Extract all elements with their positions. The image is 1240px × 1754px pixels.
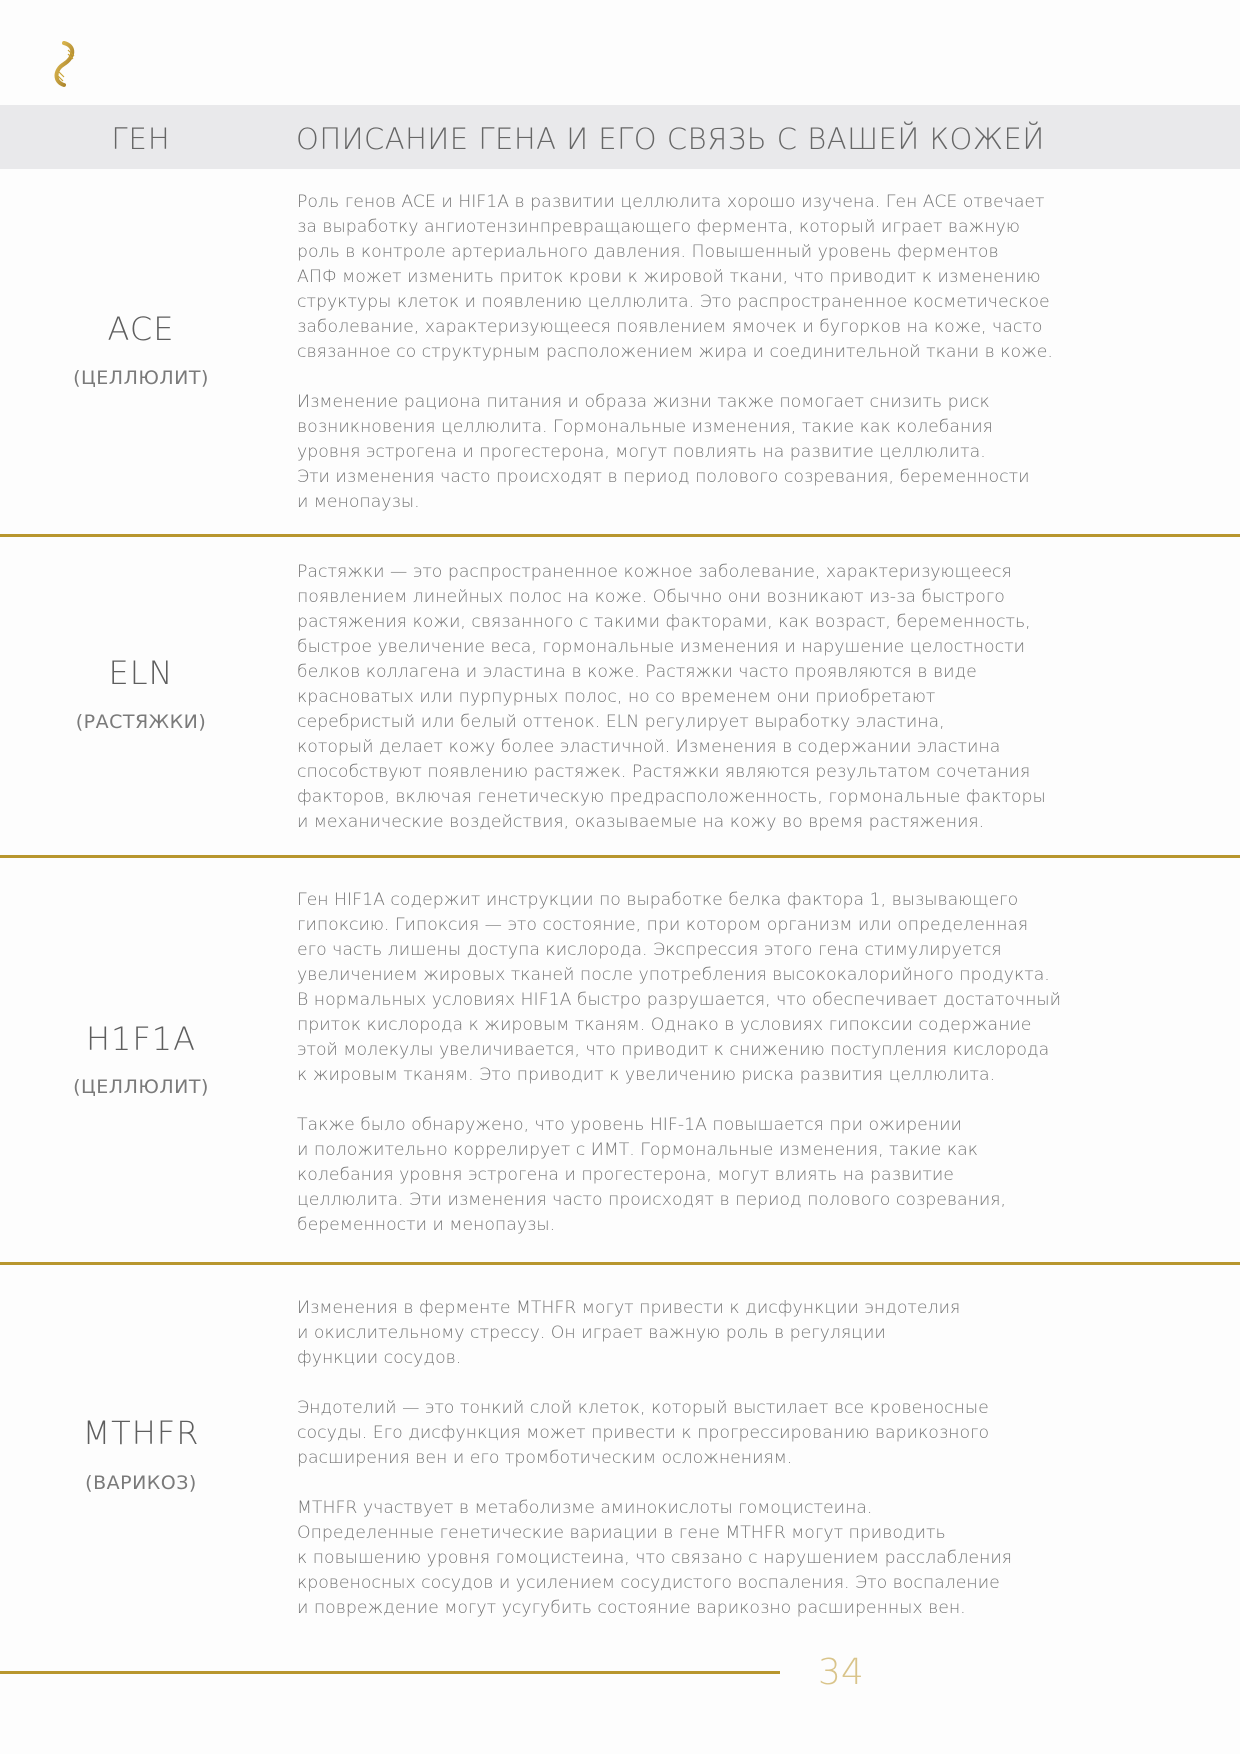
gene-description: Изменения в ферменте MTHFR могут привести к дисфункции эндотелия и окислительному стрессу. Он играет важную роль в регуляции функции сосудов. [297,1298,961,1368]
row-divider [0,855,1240,858]
gene-name: ELN [108,654,174,692]
gene-label: (ЦЕЛЛЮЛИТ) [73,1076,209,1098]
gene-description: Растяжки — это распространенное кожное заболевание, характеризующееся появлением линейных полос на коже. Обычно они возникают из-за быстрого растяжения кожи, связанного с такими факторами, как возраст, беременность, быстрое увеличение веса, гормональные изменения и нарушение целостности белков коллагена и эластина в коже. Растяжки часто проявляются в виде красноватых или пурпурных полос, но со временем они приобретают серебристый или белый оттенок. ELN регулирует выработку эластина, который делает кожу более эластичной. Изменения в содержании эластина способствуют появлению растяжек. Растяжки являются результатом сочетания факторов, включая генетическую предрасположенность, гормональные факторы и механические воздействия, оказываемые на кожу во время растяжения. [297,562,1046,832]
gene-name: H1F1A [85,1020,197,1058]
gene-description: Изменение рациона питания и образа жизни также помогает снизить риск возникновения целлюлита. Гормональные изменения, такие как колебания уровня эстрогена и прогестерона, могут повлиять на развитие целлюлита. Эти изменения часто происходят в период полового созревания, беременности и менопаузы. [297,392,1030,512]
gene-description: MTHFR участвует в метаболизме аминокислоты гомоцистеина. Определенные генетические вариации в гене MTHFR могут приводить к повышению уровня гомоцистеина, что связано с нарушением расслабления кровеносных сосудов и усилением сосудистого воспаления. Это воспаление и повреждение могут усугубить состояние варикозно расширенных вен. [297,1498,1012,1618]
row-divider [0,534,1240,537]
gene-label: (РАСТЯЖКИ) [75,711,207,733]
row-divider [0,1262,1240,1265]
footer-divider [0,1671,780,1674]
column-header-gene: ГЕН [111,122,171,156]
gene-description: Роль генов ACE и HIF1A в развитии целлюлита хорошо изучена. Ген ACE отвечает за выработку ангиотензинпревращающего фермента, который играет важную роль в контроле артериального давления. Повышенный уровень ферментов АПФ может изменить приток крови к жировой ткани, что приводит к изменению структуры клеток и появлению целлюлита. Это распространенное косметическое заболевание, характеризующееся появлением ямочек и бугорков на коже, часто связанное со структурным расположением жира и соединительной ткани в коже. [297,192,1053,362]
page-number: 34 [818,1652,864,1693]
column-header-description: ОПИСАНИЕ ГЕНА И ЕГО СВЯЗЬ С ВАШЕЙ КОЖЕЙ [296,122,1045,156]
gene-description: Эндотелий — это тонкий слой клеток, который выстилает все кровеносные сосуды. Его дисфункция может привести к прогрессированию варикозного расширения вен и его тромботическим осложнениям. [297,1398,990,1468]
gene-label: (ВАРИКОЗ) [85,1472,197,1494]
gene-name: MTHFR [82,1414,200,1452]
gene-label: (ЦЕЛЛЮЛИТ) [73,367,209,389]
gene-description: Также было обнаружено, что уровень HIF-1A повышается при ожирении и положительно коррелирует с ИМТ. Гормональные изменения, такие как колебания уровня эстрогена и прогестерона, могут влиять на развитие целлюлита. Эти изменения часто происходят в период полового созревания, беременности и менопаузы. [297,1115,1007,1235]
gene-name: ACE [107,310,175,348]
gene-description: Ген HIF1A содержит инструкции по выработке белка фактора 1, вызывающего гипоксию. Гипоксия — это состояние, при котором организм или определенная его часть лишены доступа кислорода. Экспрессия этого гена стимулируется увеличением жировых тканей после употребления высококалорийного продукта. В нормальных условиях HIF1A быстро разрушается, что обеспечивает достаточный приток кислорода к жировым тканям. Однако в условиях гипоксии содержание этой молекулы увеличивается, что приводит к снижению поступления кислорода к жировым тканям. Это приводит к увеличению риска развития целлюлита. [297,890,1061,1085]
dna-helix-icon [50,40,80,88]
